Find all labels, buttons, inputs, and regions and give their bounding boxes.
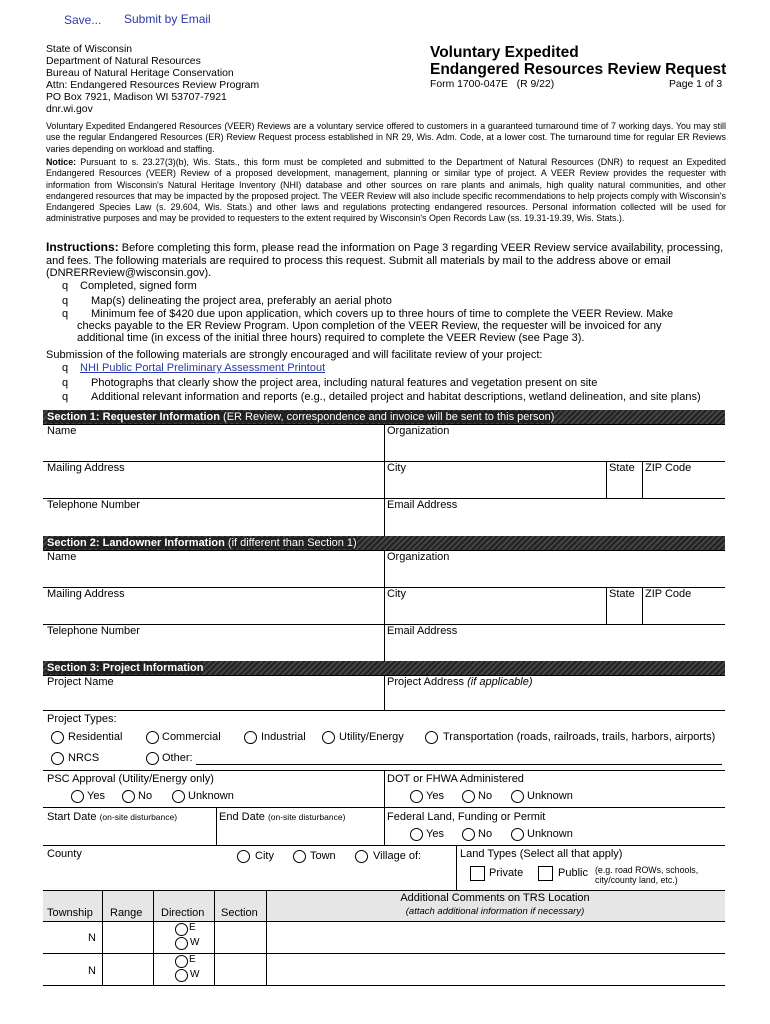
federal-unknown-radio[interactable] — [511, 828, 524, 841]
s2-name-label: Name — [47, 551, 77, 563]
trs-row1-township-input[interactable] — [44, 922, 88, 952]
checkbox-marker: q — [62, 280, 69, 292]
psc-unknown-label: Unknown — [188, 790, 234, 802]
s1-zip-label: ZIP Code — [645, 462, 692, 474]
s2-state-input[interactable] — [608, 601, 641, 623]
s2-city-label: City — [387, 588, 406, 600]
trs-section-header: Section — [221, 907, 258, 919]
trs-row2-range-input[interactable] — [103, 954, 152, 984]
form-title — [430, 44, 726, 78]
dot-yes-label: Yes — [426, 790, 444, 802]
end-date-text: End Date — [219, 811, 265, 823]
s2-email-input[interactable] — [386, 638, 724, 660]
type-utility-label: Utility/Energy — [339, 731, 404, 743]
project-address-note: (if applicable) — [467, 676, 533, 688]
psc-label: PSC Approval (Utility/Energy only) — [47, 773, 214, 785]
municipality-city-label: City — [255, 850, 274, 862]
trs-township-header: Township — [47, 907, 93, 919]
s2-mailing-label: Mailing Address — [47, 588, 125, 600]
land-public-note — [595, 865, 698, 885]
start-date-input[interactable] — [44, 825, 214, 843]
checkbox-marker: q — [62, 362, 69, 374]
project-name-label: Project Name — [47, 676, 114, 688]
form-number: Form 1700-047E (R 9/22) — [430, 79, 555, 90]
project-name-input[interactable] — [44, 689, 382, 709]
land-public-note-2: city/county land, etc.) — [595, 875, 678, 885]
required-item-fee: Minimum fee of $420 due upon application, which covers up to three hours of time to complete the VEER Review. Make — [91, 308, 674, 320]
type-transportation-radio[interactable] — [425, 731, 438, 744]
s1-mailing-label: Mailing Address — [47, 462, 125, 474]
psc-unknown-radio[interactable] — [172, 790, 185, 803]
land-public-label: Public — [558, 867, 588, 879]
municipality-name-input[interactable] — [240, 866, 454, 884]
address-line: Department of Natural Resources — [46, 56, 201, 68]
land-public-note-1: (e.g. road ROWs, schools, — [595, 865, 699, 875]
required-item-map: Map(s) delineating the project area, preferably an aerial photo — [91, 295, 392, 307]
dot-label: DOT or FHWA Administered — [387, 773, 524, 785]
dot-unknown-label: Unknown — [527, 790, 573, 802]
dot-no-label: No — [478, 790, 493, 802]
trs-row2-west-radio[interactable] — [175, 969, 188, 982]
trs-row2-east-radio[interactable] — [175, 955, 188, 968]
psc-no-label: No — [138, 790, 153, 802]
checkbox-marker: q — [62, 391, 69, 403]
federal-yes-label: Yes — [426, 828, 444, 840]
trs-row2-w: W — [190, 969, 200, 980]
type-utility-radio[interactable] — [322, 731, 335, 744]
section-3-header — [43, 661, 725, 675]
intro-paragraph: Voluntary Expedited Endangered Resources (VEER) Reviews are a voluntary service offered to customers in a guaranteed turnaround time of 7 working days. You may still use the regular Endangered Resources (ER) Review Request process established in NR 29, Wis. Adm. Code, at a lower cost. The turnaround time for regular ER Reviews varies depending on workload and staffing. — [46, 121, 726, 154]
type-nrcs-radio[interactable] — [51, 752, 64, 765]
type-other-input[interactable] — [196, 750, 722, 764]
type-other-radio[interactable] — [146, 752, 159, 765]
title-line-2: Endangered Resources Review Request — [430, 61, 727, 78]
land-private-label: Private — [489, 867, 524, 879]
address-line: Bureau of Natural Heritage Conservation — [46, 68, 234, 80]
county-input[interactable] — [44, 862, 224, 882]
trs-row1-e: E — [189, 922, 196, 933]
federal-no-label: No — [478, 828, 493, 840]
dot-no-radio[interactable] — [462, 790, 475, 803]
s1-city-input[interactable] — [386, 475, 604, 497]
federal-unknown-label: Unknown — [527, 828, 573, 840]
s1-phone-label: Telephone Number — [47, 499, 140, 511]
trs-row1-east-radio[interactable] — [175, 923, 188, 936]
municipality-village-radio[interactable] — [355, 850, 368, 863]
trs-row1-range-input[interactable] — [103, 922, 152, 952]
nhi-portal-link[interactable]: NHI Public Portal Preliminary Assessment Printout — [80, 362, 326, 374]
municipality-city-radio[interactable] — [237, 850, 250, 863]
s1-mailing-input[interactable] — [44, 475, 382, 497]
address-line: Attn: Endangered Resources Review Program — [46, 80, 260, 92]
trs-row1-w: W — [190, 937, 200, 948]
s1-org-label: Organization — [387, 425, 450, 437]
s1-state-label: State — [609, 462, 635, 474]
s1-email-input[interactable] — [386, 512, 724, 534]
instructions-label: Instructions: — [46, 240, 119, 254]
section-1-title: Section 1: Requester Information — [47, 411, 220, 423]
s1-phone-input[interactable] — [44, 512, 382, 534]
trs-comments-header: Additional Comments on TRS Location — [400, 892, 590, 904]
federal-label: Federal Land, Funding or Permit — [387, 811, 546, 823]
notice-paragraph — [46, 157, 726, 225]
s2-zip-label: ZIP Code — [645, 588, 692, 600]
section-1-note: (ER Review, correspondence and invoice will be sent to this person) — [219, 411, 555, 423]
start-date-label — [47, 811, 177, 823]
s1-name-label: Name — [47, 425, 77, 437]
notice-label: Notice: — [46, 157, 77, 167]
s2-phone-input[interactable] — [44, 638, 382, 660]
s1-city-label: City — [387, 462, 406, 474]
s1-org-input[interactable] — [386, 438, 724, 460]
submit-by-email-link[interactable]: Submit by Email — [124, 12, 211, 26]
s1-zip-input[interactable] — [644, 475, 724, 497]
project-address-label — [387, 676, 533, 688]
type-industrial-radio[interactable] — [244, 731, 257, 744]
required-item-fee-3: additional time (in excess of the initial three hours) required to complete the VEER Review (see Page 3). — [77, 332, 585, 344]
trs-row2-e: E — [189, 954, 196, 965]
address-line: dnr.wi.gov — [46, 104, 93, 116]
type-other-label: Other: — [162, 752, 193, 764]
type-commercial-radio[interactable] — [146, 731, 159, 744]
s1-state-input[interactable] — [608, 475, 641, 497]
psc-yes-radio[interactable] — [71, 790, 84, 803]
s2-org-label: Organization — [387, 551, 450, 563]
encouraged-intro: Submission of the following materials are strongly encouraged and will facilitate review of your project: — [46, 349, 543, 361]
checkbox-marker: q — [62, 308, 69, 320]
s2-state-label: State — [609, 588, 635, 600]
checkbox-marker: q — [62, 377, 69, 389]
section-2-header — [43, 536, 725, 550]
end-date-input[interactable] — [218, 825, 382, 843]
end-date-label — [219, 811, 345, 823]
encouraged-item-photos: Photographs that clearly show the project area, including natural features and vegetation present on site — [91, 377, 598, 389]
trs-row2-comments-input[interactable] — [267, 954, 724, 984]
section-2-title: Section 2: Landowner Information — [47, 537, 225, 549]
notice-text: Pursuant to s. 23.27(3)(b), Wis. Stats., this form must be completed and submitted to the Department of Natural Resources (DNR) to request an Expedited Endangered Resources (VEER) Review of a proposed development, management, planning or similar type of project. A VEER Review provides the requester with information from Wisconsin's Natural Heritage Inventory (NHI) database and other sources on rare plants and animals, high quality natural communities, and other endangered resources that may be impacted by the proposed project. The VEER Review will also include specific recommendations to help projects comply with Wisconsin's Endangered Species Law (s. 29.604, Wis. Stats.) and other laws and regulations protecting endangered resources. Personal information collected will be used for administrative purposes and may be provided to requesters to the extent required by Wisconsin's Open Records Law (ss. 19.31-19.39, Wis. Stats.). — [46, 157, 726, 224]
trs-row2-section-input[interactable] — [215, 954, 265, 984]
type-transportation-label: Transportation (roads, railroads, trails, harbors, airports) — [443, 731, 716, 743]
project-types-label: Project Types: — [47, 713, 117, 725]
save-link[interactable]: Save... — [64, 13, 102, 27]
address-line: PO Box 7921, Madison WI 53707-7921 — [46, 92, 227, 104]
trs-range-header: Range — [110, 907, 143, 919]
trs-row1-comments-input[interactable] — [267, 922, 724, 952]
start-date-note: (on-site disturbance) — [99, 812, 178, 822]
start-date-text: Start Date — [47, 811, 97, 823]
instructions-paragraph — [46, 241, 726, 280]
s2-mailing-input[interactable] — [44, 601, 382, 623]
required-item-form: Completed, signed form — [80, 280, 197, 292]
type-commercial-label: Commercial — [162, 731, 221, 743]
trs-row1-section-input[interactable] — [215, 922, 265, 952]
municipality-village-label: Village of: — [373, 850, 422, 862]
checkbox-marker: q — [62, 295, 69, 307]
s2-org-input[interactable] — [386, 564, 724, 586]
dot-yes-radio[interactable] — [410, 790, 423, 803]
s2-city-input[interactable] — [386, 601, 604, 623]
psc-no-radio[interactable] — [122, 790, 135, 803]
s2-email-label: Email Address — [387, 625, 458, 637]
trs-row1-west-radio[interactable] — [175, 937, 188, 950]
s2-phone-label: Telephone Number — [47, 625, 140, 637]
trs-row2-township-input[interactable] — [44, 954, 88, 984]
address-line: State of Wisconsin — [46, 44, 133, 55]
trs-row1-n: N — [88, 932, 96, 944]
required-item-fee-2: checks payable to the ER Review Program. Upon completion of the VEER Review, the requester will be invoiced for any — [77, 320, 662, 332]
project-address-text: Project Address — [387, 676, 465, 688]
s2-zip-input[interactable] — [644, 601, 724, 623]
trs-row2-n: N — [88, 965, 96, 977]
type-industrial-label: Industrial — [261, 731, 306, 743]
s1-email-label: Email Address — [387, 499, 458, 511]
encouraged-item-reports: Additional relevant information and reports (e.g., detailed project and habitat descriptions, wetland delineation, and site plans) — [91, 391, 701, 403]
municipality-town-label: Town — [310, 850, 336, 862]
section-2-note: (if different than Section 1) — [224, 537, 357, 549]
dot-unknown-radio[interactable] — [511, 790, 524, 803]
trs-comments-note: (attach additional information if necessary) — [405, 906, 585, 917]
agency-address — [46, 44, 259, 117]
project-address-input[interactable] — [386, 689, 724, 709]
land-public-checkbox[interactable] — [538, 866, 553, 881]
psc-yes-label: Yes — [87, 790, 105, 802]
section-1-header — [43, 410, 725, 424]
page-number: Page 1 of 3 — [669, 79, 723, 90]
type-residential-radio[interactable] — [51, 731, 64, 744]
s2-name-input[interactable] — [44, 564, 382, 586]
federal-no-radio[interactable] — [462, 828, 475, 841]
land-types-label: Land Types (Select all that apply) — [460, 848, 623, 860]
trs-direction-header: Direction — [161, 907, 205, 919]
s1-name-input[interactable] — [44, 438, 382, 460]
land-private-checkbox[interactable] — [470, 866, 485, 881]
municipality-town-radio[interactable] — [293, 850, 306, 863]
instructions-text: Before completing this form, please read the information on Page 3 regarding VEER Review service availability, processing, and fees. The following materials are required to process this request. Submit all materials by mail to the address above or email (DNRERReview@wisconsin.gov). — [46, 242, 724, 279]
title-line-1: Voluntary Expedited — [430, 44, 579, 61]
county-label: County — [47, 848, 82, 860]
type-nrcs-label: NRCS — [68, 752, 100, 764]
end-date-note: (on-site disturbance) — [267, 812, 346, 822]
section-3-title: Section 3: Project Information — [47, 662, 204, 674]
federal-yes-radio[interactable] — [410, 828, 423, 841]
type-residential-label: Residential — [68, 731, 123, 743]
